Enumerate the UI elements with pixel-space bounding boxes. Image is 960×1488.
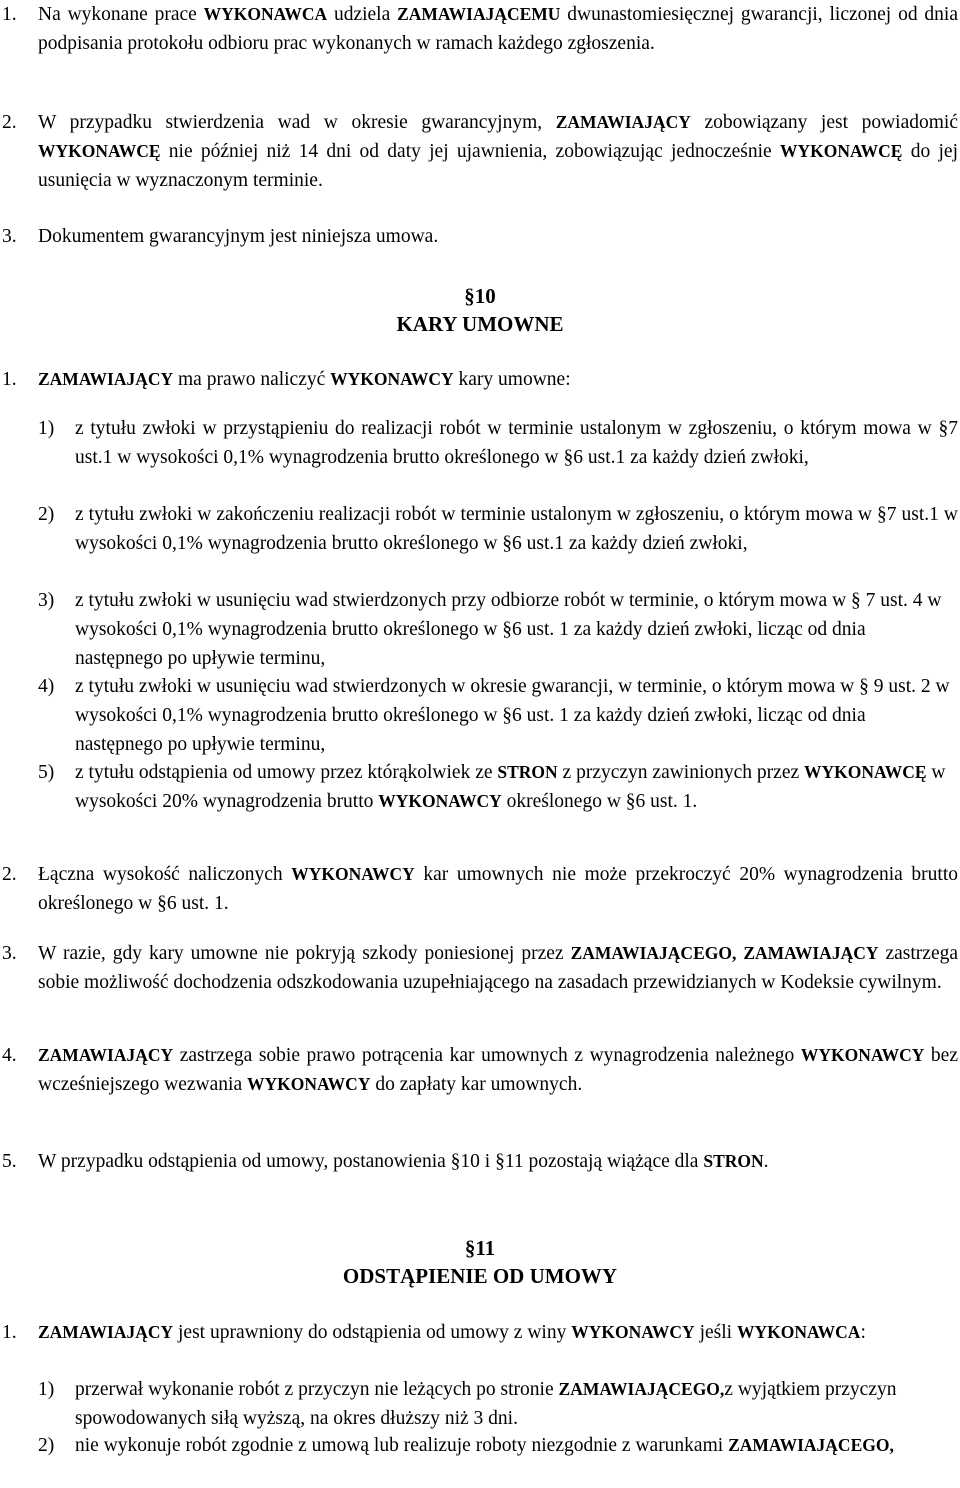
party-name: WYKONAWCY (330, 369, 454, 389)
party-name: ZAMAWIAJĄCY (38, 1322, 174, 1342)
party-name: ZAMAWIAJĄCEGO, (558, 1379, 725, 1399)
party-name: STRON (497, 762, 558, 782)
paragraph-text: ZAMAWIAJĄCY zastrzega sobie prawo potrącenia kar umownych z wynagrodzenia należnego WYKONAWCY bez wcześniejszego wezwania WYKONAWCY do zapłaty kar umownych. (38, 1045, 958, 1095)
item-number: 5) (38, 762, 55, 783)
party-name: ZAMAWIAJĄCY (38, 369, 174, 389)
item-text: z tytułu zwłoki w usunięciu wad stwierdzonych w okresie gwarancji, w terminie, o którym mowa w § 9 ust. 2 w wysokości 0,1% wynagrodzenia brutto określonego w §6 ust. 1 za każdy dzień zwłoki, licząc od dnia następnego po upływie terminu, (75, 676, 950, 755)
party-name: WYKONAWCY (246, 1074, 371, 1094)
paragraph-text: Dokumentem gwarancyjnym jest niniejsza umowa. (38, 226, 439, 247)
party-name: WYKONAWCĘ (804, 762, 927, 782)
party-name: WYKONAWCA (736, 1322, 861, 1342)
section-number: §11 (464, 1236, 496, 1260)
item-text: z tytułu zwłoki w zakończeniu realizacji robót w terminie ustalonym w zgłoszeniu, o którym mowa w §7 ust.1 w wysokości 0,1% wynagrodzenia brutto określonego w §6 ust.1 za każdy dzień zwłoki, (75, 504, 958, 554)
paragraph-text: Łączna wysokość naliczonych WYKONAWCY kar umownych nie może przekroczyć 20% wynagrodzenia brutto określonego w §6 ust. 1. (38, 864, 958, 914)
section-title: KARY UMOWNE (396, 312, 564, 336)
party-name: WYKONAWCĘ (38, 141, 161, 161)
party-name: WYKONAWCY (571, 1322, 695, 1342)
item-number: 3) (38, 590, 55, 611)
paragraph-number: 1. (2, 1322, 17, 1343)
paragraph-text: Na wykonane prace WYKONAWCA udziela ZAMAWIAJĄCEMU dwunastomiesięcznej gwarancji, liczonej od dnia podpisania protokołu odbioru prac wykonanych w ramach każdego zgłoszenia. (38, 4, 958, 54)
party-name: WYKONAWCA (203, 4, 328, 24)
party-name: WYKONAWCY (291, 864, 415, 884)
paragraph-text: ZAMAWIAJĄCY jest uprawniony do odstąpienia od umowy z winy WYKONAWCY jeśli WYKONAWCA: (38, 1322, 866, 1343)
party-name: WYKONAWCY (800, 1045, 925, 1065)
party-name: ZAMAWIAJĄCEGO, (570, 943, 737, 963)
party-name: WYKONAWCY (378, 791, 502, 811)
section-title: ODSTĄPIENIE OD UMOWY (342, 1264, 618, 1288)
party-name: ZAMAWIAJĄCY (555, 112, 691, 132)
item-text: nie wykonuje robót zgodnie z umową lub realizuje roboty niezgodnie z warunkami ZAMAWIAJĄCEGO, (75, 1435, 894, 1456)
item-text: przerwał wykonanie robót z przyczyn nie leżących po stronie ZAMAWIAJĄCEGO,z wyjątkiem przyczyn spowodowanych siłą wyższą, na okres dłuższy niż 3 dni. (75, 1379, 897, 1429)
item-text: z tytułu zwłoki w przystąpieniu do realizacji robót w terminie ustalonym w zgłoszeniu, o którym mowa w §7 ust.1 w wysokości 0,1% wynagrodzenia brutto określonego w §6 ust.1 za każdy dzień zwłoki, (75, 418, 958, 468)
section-number: §10 (464, 284, 496, 308)
party-name: STRON (703, 1151, 764, 1171)
item-number: 1) (38, 418, 55, 439)
item-number: 4) (38, 676, 55, 697)
party-name: ZAMAWIAJĄCY (743, 943, 879, 963)
item-text: z tytułu zwłoki w usunięciu wad stwierdzonych przy odbiorze robót w terminie, o którym mowa w § 7 ust. 4 w wysokości 0,1% wynagrodzenia brutto określonego w §6 ust. 1 za każdy dzień zwłoki, licząc od dnia następnego po upływie terminu, (75, 590, 942, 669)
paragraph-number: 3. (2, 226, 17, 247)
paragraph-number: 2. (2, 864, 17, 885)
party-name: ZAMAWIAJĄCEGO, (728, 1435, 894, 1455)
item-number: 1) (38, 1379, 55, 1400)
paragraph-number: 4. (2, 1045, 17, 1066)
paragraph-text: W przypadku odstąpienia od umowy, postanowienia §10 i §11 pozostają wiążące dla STRON. (38, 1151, 769, 1172)
item-number: 2) (38, 504, 55, 525)
paragraph-text: W razie, gdy kary umowne nie pokryją szkody poniesionej przez ZAMAWIAJĄCEGO, ZAMAWIAJĄCY zastrzega sobie możliwość dochodzenia odszkodowania uzupełniającego na zasadach przewidzianych w Kodeksie cywilnym. (38, 943, 959, 993)
paragraph-number: 3. (2, 943, 17, 964)
item-text: z tytułu odstąpienia od umowy przez którąkolwiek ze STRON z przyczyn zawinionych przez WYKONAWCĘ w wysokości 20% wynagrodzenia brutto WYKONAWCY określonego w §6 ust. 1. (75, 762, 946, 812)
party-name: WYKONAWCĘ (779, 141, 903, 161)
paragraph-text: W przypadku stwierdzenia wad w okresie gwarancyjnym, ZAMAWIAJĄCY zobowiązany jest powiadomić WYKONAWCĘ nie później niż 14 dni od daty jej ujawnienia, zobowiązując jednocześnie WYKONAWCĘ do jej usunięcia w wyznaczonym terminie. (38, 112, 958, 191)
party-name: ZAMAWIAJĄCY (38, 1045, 174, 1065)
paragraph-number: 5. (2, 1151, 17, 1172)
party-name: ZAMAWIAJĄCEMU (397, 4, 561, 24)
paragraph-text: ZAMAWIAJĄCY ma prawo naliczyć WYKONAWCY kary umowne: (38, 369, 571, 390)
paragraph-number: 1. (2, 4, 17, 25)
item-number: 2) (38, 1435, 55, 1456)
paragraph-number: 1. (2, 369, 17, 390)
paragraph-number: 2. (2, 112, 17, 133)
